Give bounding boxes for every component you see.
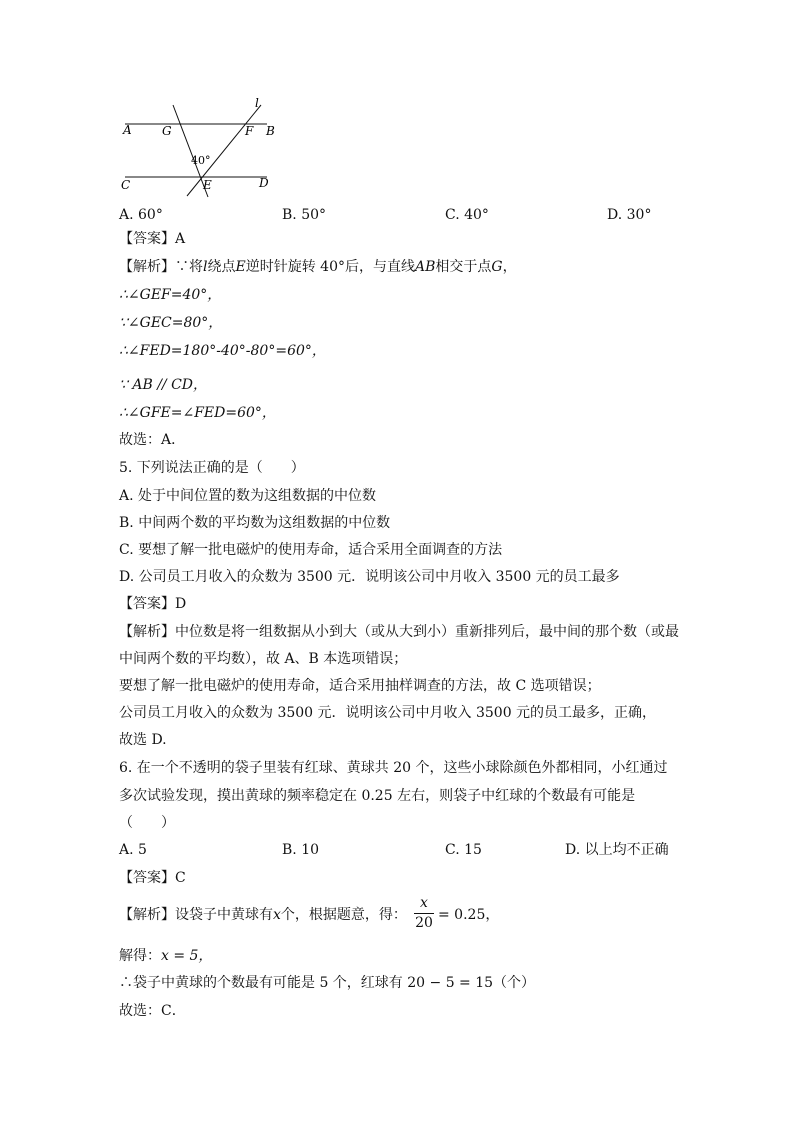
q4-option-a: A. 60° — [119, 207, 163, 223]
q5-analysis-line-2: 中间两个数的平均数），故 A、B 本选项错误； — [119, 651, 408, 667]
q4-option-d: D. 30° — [607, 207, 652, 223]
label-e: E — [203, 178, 212, 192]
q4-answer: 【答案】A — [119, 231, 186, 247]
q5-option-c: C. 要想了解一批电磁炉的使用寿命，适合采用全面调查的方法 — [119, 542, 503, 558]
q5-analysis-line-1: 【解析】中位数是将一组数据从小到大（或从大到小）重新排列后，最中间的那个数（或最 — [119, 624, 679, 640]
analysis-tag: 【解析】 — [119, 624, 175, 640]
label-g: G — [162, 124, 172, 138]
label-angle: 40° — [191, 154, 211, 167]
q6-analysis-line-1: 【解析】设袋子中黄球有x个，根据题意，得： — [119, 907, 407, 923]
analysis-tag: 【解析】 — [119, 907, 175, 923]
q4-analysis-line-1: 【解析】∵将l绕点E逆时针旋转 40°后，与直线AB相交于点G， — [119, 259, 517, 275]
q5-option-a: A. 处于中间位置的数为这组数据的中位数 — [119, 488, 377, 504]
q5-option-d: D. 公司员工月收入的众数为 3500 元．说明该公司中月收入 3500 元的员工最多 — [119, 569, 620, 585]
q4-option-c: C. 40° — [445, 207, 489, 223]
q6-question-line-2: 多次试验发现，摸出黄球的频率稳定在 0.25 左右，则袋子中红球的个数最有可能是 — [119, 788, 636, 804]
q4-analysis-line-2: ∴∠GEF=40°， — [119, 287, 222, 303]
label-d: D — [259, 176, 269, 190]
fraction-denominator: 20 — [415, 915, 433, 931]
q5-analysis-line-3: 要想了解一批电磁炉的使用寿命，适合采用抽样调查的方法，故 C 选项错误； — [119, 678, 601, 694]
q5-analysis-line-4: 公司员工月收入的众数为 3500 元．说明该公司中月收入 3500 元的员工最多，正确， — [119, 705, 657, 721]
q4-analysis-line-4: ∴∠FED=180°-40°-80°=60°， — [119, 343, 326, 359]
q5-option-b: B. 中间两个数的平均数为这组数据的中位数 — [119, 515, 391, 531]
q4-analysis-line-3: ∵∠GEC=80°， — [119, 315, 223, 331]
q6-question-line-3: （ ） — [119, 815, 175, 831]
fraction-numerator: x — [420, 895, 428, 911]
q4-analysis-line-7: 故选：A． — [119, 432, 186, 448]
q4-option-b: B. 50° — [282, 207, 327, 223]
analysis-tag: 【解析】 — [119, 259, 175, 275]
label-l: l — [255, 96, 259, 110]
q5-answer: 【答案】D — [119, 596, 187, 612]
q5-analysis-line-5: 故选 D. — [119, 732, 167, 748]
q4-analysis-line-6: ∴∠GFE=∠FED=60°， — [119, 405, 276, 421]
label-f: F — [245, 124, 254, 138]
q6-analysis-line-3: ∴袋子中黄球的个数最有可能是 5 个，红球有 20 − 5 = 15（个） — [119, 975, 536, 991]
label-b: B — [266, 124, 275, 138]
q6-analysis-eq-value: = 0.25， — [438, 907, 500, 923]
q6-answer: 【答案】C — [119, 870, 186, 886]
q6-option-b: B. 10 — [282, 842, 320, 858]
q6-option-c: C. 15 — [445, 842, 482, 858]
q6-analysis-line-4: 故选：C． — [119, 1003, 186, 1019]
q6-analysis-line-2: 解得：x = 5， — [119, 948, 213, 964]
label-c: C — [121, 178, 131, 192]
line-l — [187, 105, 261, 196]
q6-question-line-1: 6. 在一个不透明的袋子里装有红球、黄球共 20 个，这些小球除颜色外都相同，小红通过 — [119, 760, 668, 776]
q5-question: 5. 下列说法正确的是（ ） — [119, 460, 305, 476]
q6-option-a: A. 5 — [119, 842, 147, 858]
label-a: A — [123, 123, 132, 137]
geometry-figure — [115, 95, 285, 205]
q6-option-d: D. 以上均不正确 — [565, 842, 669, 858]
q4-analysis-line-5: ∵ AB // CD， — [119, 377, 208, 393]
